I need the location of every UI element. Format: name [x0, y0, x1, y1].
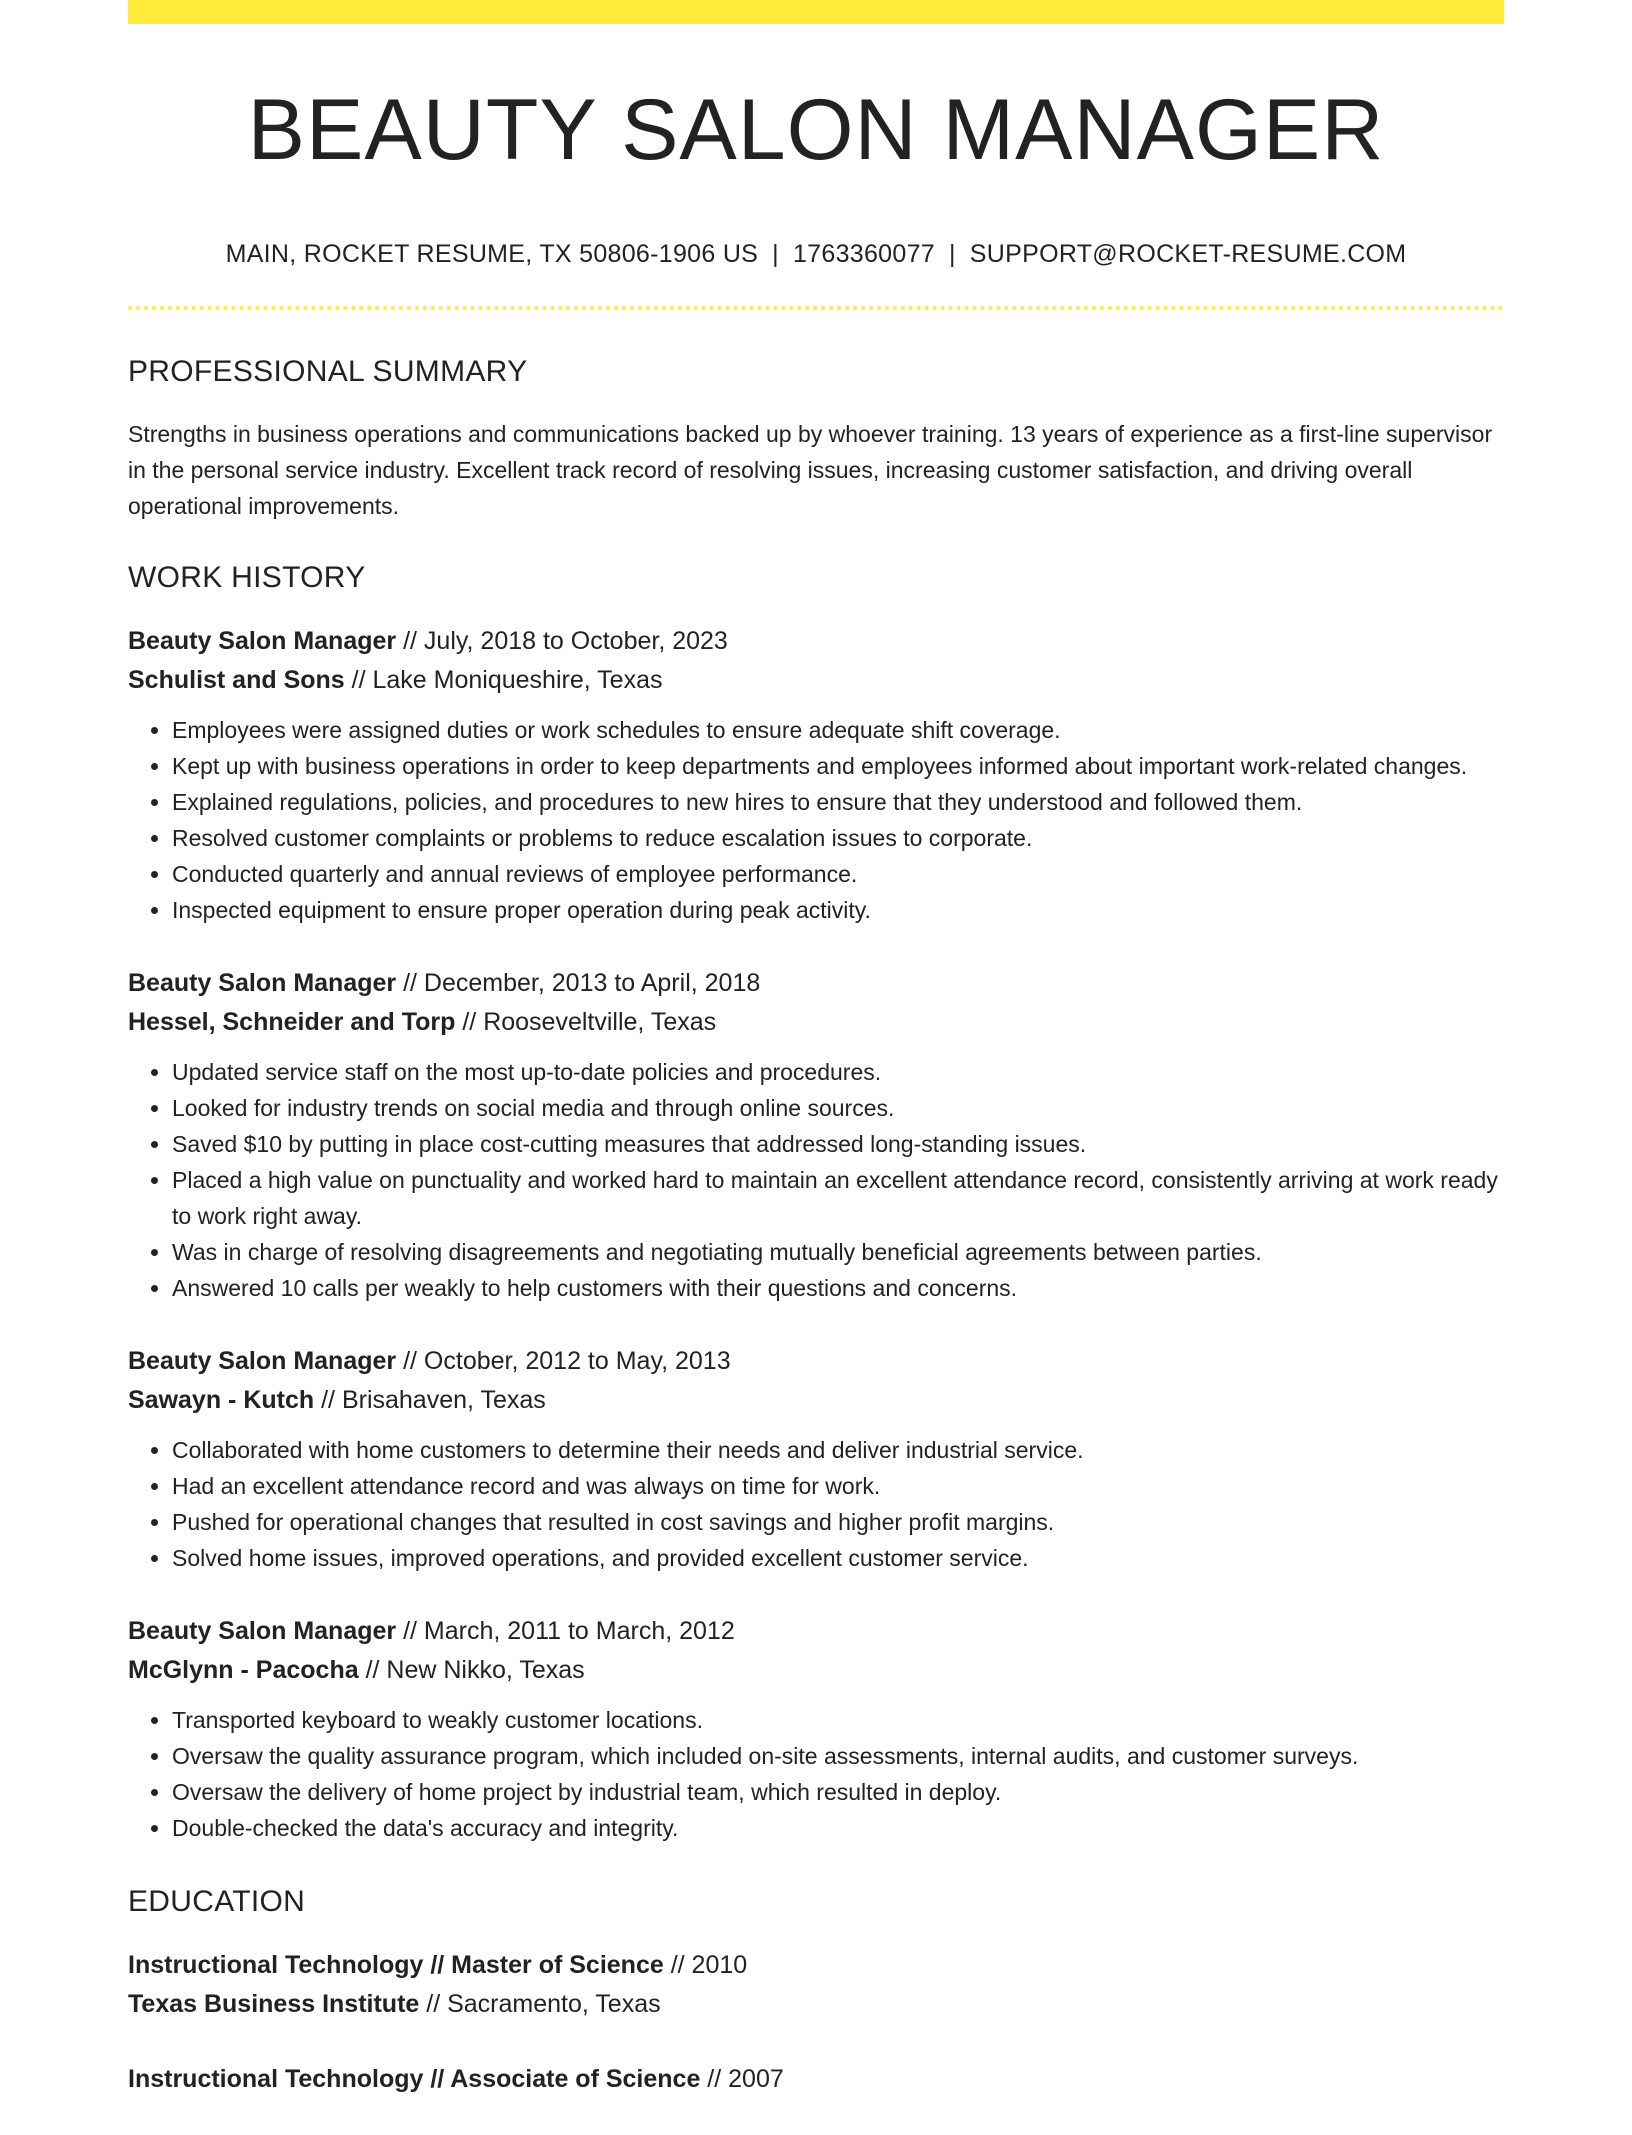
job-company-line [128, 1381, 1504, 1420]
summary-heading: PROFESSIONAL SUMMARY [128, 355, 528, 388]
education-degree: Instructional Technology // Master of Science [128, 1951, 664, 1979]
job-duties [128, 712, 1504, 928]
contact-address: MAIN, ROCKET RESUME, TX 50806-1906 US [225, 240, 759, 268]
education-year: // 2010 [663, 1951, 748, 1979]
duty-item: • Solved home issues, improved operations, and provided excellent customer service. [172, 1540, 1504, 1576]
job-title-line [128, 964, 1504, 1003]
education-location: // Sacramento, Texas [419, 1990, 661, 2018]
summary-text: Strengths in business operations and communications backed up by whoever training. 13 years of experience as a first-line supervisor in the personal service industry. Excellent track record of resolving issues, increasing customer satisfaction, and driving overall operational improvements. [128, 421, 1493, 519]
job-dates: // July, 2018 to October, 2023 [396, 627, 728, 655]
duty-item: • Updated service staff on the most up-to-date policies and procedures. [172, 1054, 1504, 1090]
job-duties [128, 1702, 1504, 1846]
resume-name: BEAUTY SALON MANAGER [247, 82, 1385, 178]
job-title-line [128, 1342, 1504, 1381]
job-dates: // October, 2012 to May, 2013 [396, 1347, 731, 1375]
duty-item: • Pushed for operational changes that resulted in cost savings and higher profit margins. [172, 1504, 1504, 1540]
duty-item: • Had an excellent attendance record and was always on time for work. [172, 1468, 1504, 1504]
duty-item: • Oversaw the delivery of home project by industrial team, which resulted in deploy. [172, 1774, 1504, 1810]
education-degree-line [128, 2060, 1504, 2099]
education-school-line [128, 1985, 1504, 2024]
job-role: Beauty Salon Manager [128, 1617, 397, 1645]
education-year: // 2007 [700, 2065, 784, 2093]
education-degree: Instructional Technology // Associate of Science [128, 2065, 701, 2093]
work-history-heading: WORK HISTORY [128, 561, 366, 594]
job-entry [128, 622, 1504, 928]
duty-item: • Conducted quarterly and annual reviews of employee performance. [172, 856, 1504, 892]
accent-top-bar [128, 0, 1504, 24]
duty-item: • Was in charge of resolving disagreements and negotiating mutually beneficial agreements between parties. [172, 1234, 1504, 1270]
contact-info [128, 236, 1504, 272]
job-company-line [128, 661, 1504, 700]
job-entry [128, 964, 1504, 1306]
job-location: // Lake Moniqueshire, Texas [344, 666, 663, 694]
duty-item: • Resolved customer complaints or problems to reduce escalation issues to corporate. [172, 820, 1504, 856]
contact-email: SUPPORT@ROCKET-RESUME.COM [969, 240, 1407, 268]
contact-phone: 1763360077 [792, 240, 935, 268]
job-location: // Brisahaven, Texas [314, 1386, 546, 1414]
job-company-line [128, 1003, 1504, 1042]
duty-item: • Oversaw the quality assurance program, which included on-site assessments, internal audits, and customer surveys. [172, 1738, 1504, 1774]
duty-item: • Explained regulations, policies, and procedures to new hires to ensure that they understood and followed them. [172, 784, 1504, 820]
job-duties [128, 1054, 1504, 1306]
resume-content [128, 352, 1504, 2135]
job-dates: // March, 2011 to March, 2012 [396, 1617, 735, 1645]
duty-item: • Looked for industry trends on social media and through online sources. [172, 1090, 1504, 1126]
job-dates: // December, 2013 to April, 2018 [396, 969, 761, 997]
duty-item: • Answered 10 calls per weakly to help customers with their questions and concerns. [172, 1270, 1504, 1306]
duty-item: • Inspected equipment to ensure proper operation during peak activity. [172, 892, 1504, 928]
job-title-line [128, 1612, 1504, 1651]
job-entry [128, 1342, 1504, 1576]
duty-item: • Double-checked the data's accuracy and integrity. [172, 1810, 1504, 1846]
job-title-line [128, 622, 1504, 661]
education-school: Texas Business Institute [128, 1990, 420, 2018]
dotted-divider [128, 306, 1504, 310]
duty-item: • Employees were assigned duties or work schedules to ensure adequate shift coverage. [172, 712, 1504, 748]
education-heading: EDUCATION [128, 1885, 306, 1918]
education-entry [128, 2060, 1504, 2099]
job-company-line [128, 1651, 1504, 1690]
job-company: Sawayn - Kutch [128, 1386, 315, 1414]
job-duties [128, 1432, 1504, 1576]
education-degree-line [128, 1946, 1504, 1985]
job-role: Beauty Salon Manager [128, 627, 397, 655]
contact-separator: | [949, 240, 956, 268]
job-role: Beauty Salon Manager [128, 969, 397, 997]
job-location: // New Nikko, Texas [358, 1656, 585, 1684]
contact-separator: | [772, 240, 779, 268]
job-company: Hessel, Schneider and Torp [128, 1008, 456, 1036]
education-entry [128, 1946, 1504, 2024]
job-role: Beauty Salon Manager [128, 1347, 397, 1375]
duty-item: • Collaborated with home customers to determine their needs and deliver industrial service. [172, 1432, 1504, 1468]
job-company: Schulist and Sons [128, 666, 345, 694]
job-location: // Rooseveltville, Texas [455, 1008, 717, 1036]
duty-item: • Saved $10 by putting in place cost-cutting measures that addressed long-standing issues. [172, 1126, 1504, 1162]
duty-item: • Transported keyboard to weakly customer locations. [172, 1702, 1504, 1738]
job-entry [128, 1612, 1504, 1846]
duty-item: • Kept up with business operations in order to keep departments and employees informed about important work-related changes. [172, 748, 1504, 784]
job-company: McGlynn - Pacocha [128, 1656, 359, 1684]
duty-item: • Placed a high value on punctuality and worked hard to maintain an excellent attendance record, consistently arriving at work ready to work right away. [172, 1162, 1504, 1234]
